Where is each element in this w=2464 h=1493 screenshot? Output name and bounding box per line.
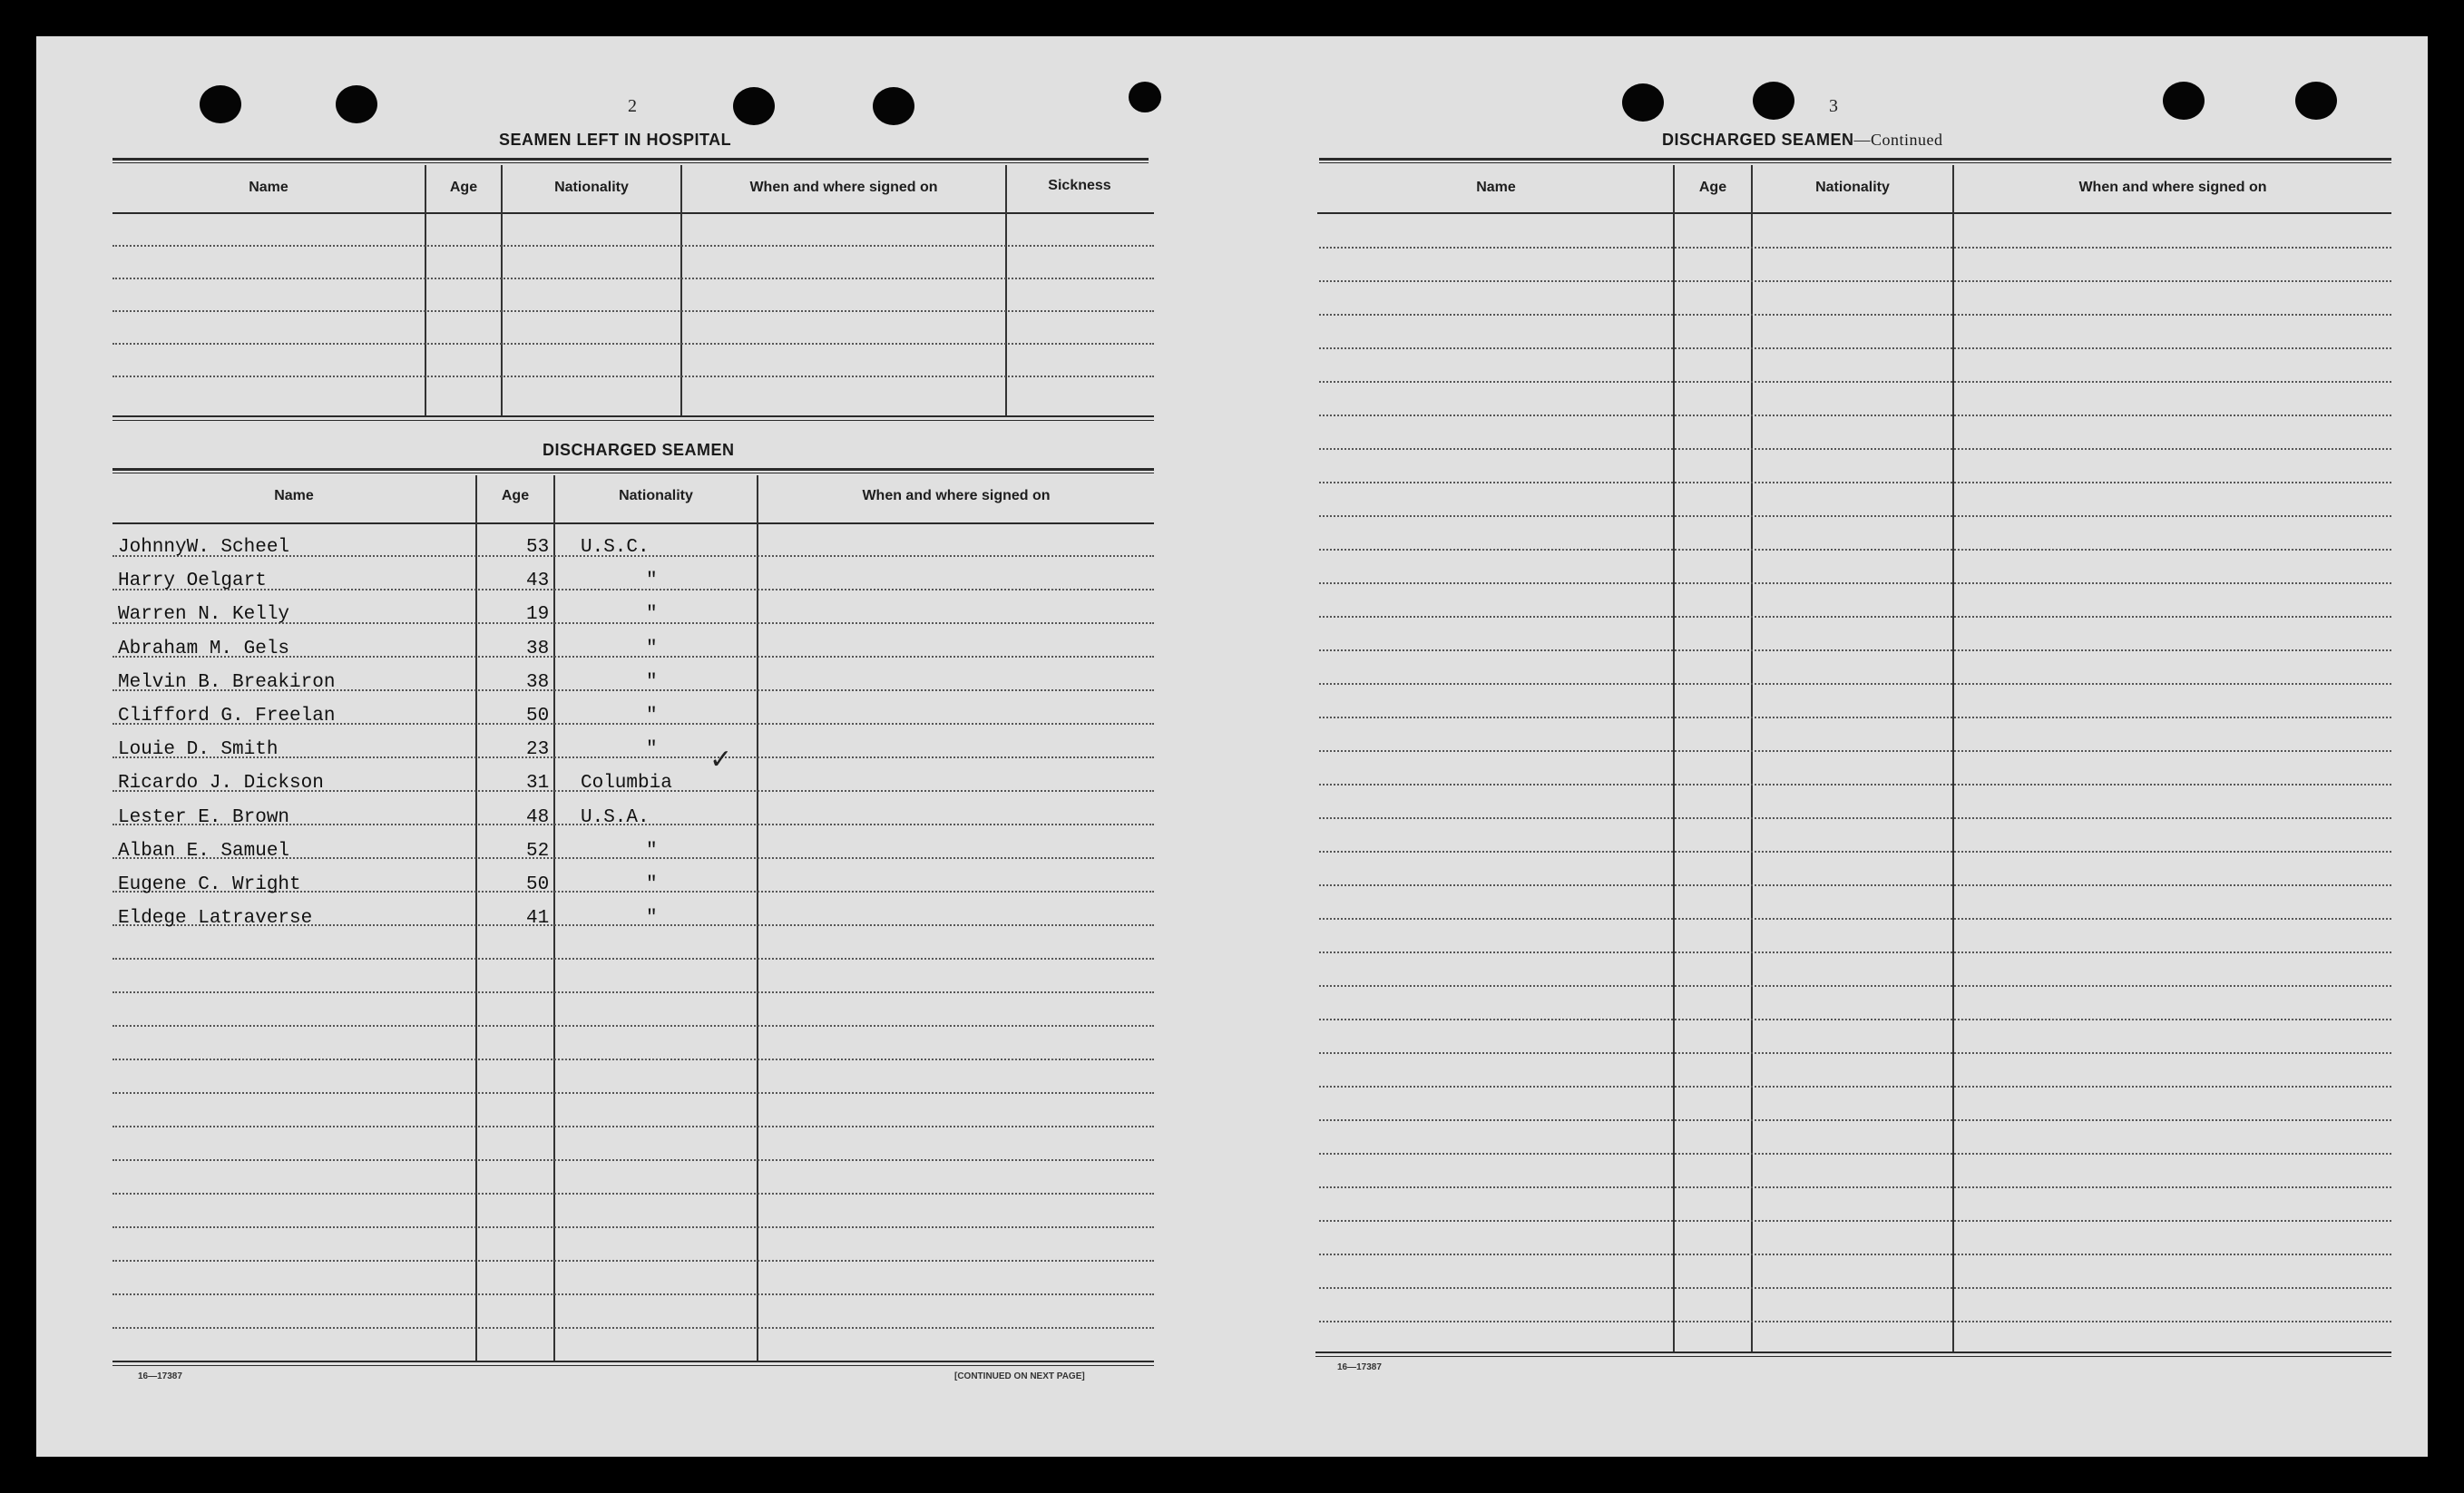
punch-hole xyxy=(2163,82,2205,120)
seaman-age: 38 xyxy=(526,671,550,693)
ruled-line xyxy=(1319,985,2391,987)
ruled-line xyxy=(1319,851,2391,853)
right-col-name: Name xyxy=(1476,180,1516,195)
seaman-name: Eldege Latraverse xyxy=(118,908,313,930)
right-top-rule-thin xyxy=(1319,162,2391,163)
ruled-line xyxy=(1319,683,2391,685)
ruled-line xyxy=(112,1126,1154,1127)
ruled-line xyxy=(1319,549,2391,551)
discharged-section-title: DISCHARGED SEAMEN xyxy=(543,441,735,459)
hospital-bottom-rule-thin xyxy=(112,420,1154,421)
ruled-line xyxy=(112,1092,1154,1094)
ruled-line xyxy=(112,1226,1154,1228)
seaman-age: 23 xyxy=(526,739,550,761)
right-form-number: 16—17387 xyxy=(1337,1362,1382,1372)
punch-hole xyxy=(1753,82,1794,120)
seaman-nationality: " xyxy=(646,638,658,659)
right-bottom-rule-thin xyxy=(1315,1356,2391,1357)
ruled-line xyxy=(1319,1052,2391,1054)
seaman-name: Clifford G. Freelan xyxy=(118,706,336,727)
left-form-number: 16—17387 xyxy=(138,1371,182,1381)
ruled-line xyxy=(1319,1086,2391,1088)
punch-hole xyxy=(200,85,241,123)
seaman-name: Lester E. Brown xyxy=(118,806,290,828)
seaman-nationality: Columbia xyxy=(581,773,672,795)
ruled-line xyxy=(1319,582,2391,584)
seaman-nationality: U.S.A. xyxy=(581,806,650,828)
ruled-line xyxy=(1319,515,2391,517)
seaman-nationality: " xyxy=(646,604,658,626)
hospital-col-divider xyxy=(501,165,503,415)
hospital-col-divider xyxy=(425,165,426,415)
seaman-nationality: " xyxy=(646,840,658,862)
seaman-nationality: " xyxy=(646,874,658,895)
discharged-col-signed-on: When and where signed on xyxy=(862,488,1051,503)
discharged-header-rule xyxy=(112,522,1154,524)
hospital-top-rule-thin xyxy=(112,162,1149,163)
seaman-name: Warren N. Kelly xyxy=(118,604,290,626)
ruled-line xyxy=(1319,280,2391,282)
ruled-line xyxy=(1319,347,2391,349)
ruled-line xyxy=(112,1025,1154,1027)
hospital-header-rule xyxy=(112,212,1154,214)
ruled-line xyxy=(1319,884,2391,886)
ruled-line xyxy=(112,1193,1154,1195)
ruled-line xyxy=(1319,415,2391,416)
seaman-age: 31 xyxy=(526,773,550,795)
ruled-line xyxy=(1319,817,2391,819)
seaman-name: Louie D. Smith xyxy=(118,739,279,761)
seaman-nationality: " xyxy=(646,908,658,930)
right-header-rule xyxy=(1317,212,2391,214)
ruled-line xyxy=(1319,1119,2391,1121)
ruled-line xyxy=(112,343,1154,345)
ruled-line xyxy=(1319,381,2391,383)
seaman-name: Alban E. Samuel xyxy=(118,840,290,862)
hospital-col-divider xyxy=(680,165,682,415)
ruled-line xyxy=(112,310,1154,312)
right-col-age: Age xyxy=(1698,180,1727,195)
seaman-age: 48 xyxy=(526,806,550,828)
hospital-bottom-rule xyxy=(112,415,1154,417)
right-title-suffix: —Continued xyxy=(1853,131,1943,149)
ruled-line xyxy=(112,1293,1154,1295)
seaman-age: 38 xyxy=(526,638,550,659)
right-col-divider xyxy=(1751,165,1753,1352)
document-sheet xyxy=(36,36,2428,1457)
ruled-line xyxy=(1319,649,2391,651)
hospital-col-name: Name xyxy=(249,180,288,195)
seaman-age: 50 xyxy=(526,706,550,727)
punch-hole xyxy=(336,85,377,123)
ruled-line xyxy=(112,1159,1154,1161)
punch-hole xyxy=(1129,82,1161,112)
ruled-line xyxy=(1319,482,2391,483)
ruled-line xyxy=(1319,1153,2391,1155)
right-title-text: DISCHARGED SEAMEN xyxy=(1662,131,1854,149)
hospital-col-signed-on: When and where signed on xyxy=(749,180,938,195)
hospital-section-title: SEAMEN LEFT IN HOSPITAL xyxy=(499,131,732,149)
ruled-line xyxy=(112,376,1154,377)
ruled-line xyxy=(112,589,1154,590)
right-bottom-rule xyxy=(1315,1352,2391,1353)
ruled-line xyxy=(112,1059,1154,1060)
ruled-line xyxy=(112,1327,1154,1329)
hospital-col-nationality: Nationality xyxy=(554,180,629,195)
seaman-nationality: " xyxy=(646,706,658,727)
ruled-line xyxy=(1319,1186,2391,1188)
ruled-line xyxy=(112,958,1154,960)
discharged-col-name: Name xyxy=(274,488,314,503)
ruled-line xyxy=(1319,1287,2391,1289)
ruled-line xyxy=(112,245,1154,247)
punch-hole xyxy=(733,87,775,125)
ruled-line xyxy=(1319,717,2391,718)
ruled-line xyxy=(1319,1254,2391,1255)
left-page-number: 2 xyxy=(628,96,637,116)
right-page-number: 3 xyxy=(1829,96,1838,116)
right-col-nationality: Nationality xyxy=(1815,180,1890,195)
discharged-bottom-rule-thin xyxy=(112,1365,1154,1366)
seaman-age: 19 xyxy=(526,604,550,626)
seaman-name: JohnnyW. Scheel xyxy=(118,537,290,558)
ruled-line xyxy=(1319,616,2391,618)
seaman-nationality: " xyxy=(646,571,658,592)
seaman-age: 43 xyxy=(526,571,550,592)
right-section-title xyxy=(1662,131,1943,150)
seaman-name: Abraham M. Gels xyxy=(118,638,290,659)
punch-hole xyxy=(1622,83,1664,122)
right-col-divider xyxy=(1673,165,1675,1352)
seaman-age: 52 xyxy=(526,840,550,862)
ruled-line xyxy=(1319,1321,2391,1322)
seaman-age: 50 xyxy=(526,874,550,895)
discharged-col-nationality: Nationality xyxy=(619,488,693,503)
hospital-col-sickness: Sickness xyxy=(1048,178,1111,193)
ruled-line xyxy=(1319,314,2391,316)
discharged-col-age: Age xyxy=(501,488,530,503)
ruled-line xyxy=(1319,1019,2391,1020)
discharged-top-rule xyxy=(112,468,1154,471)
ruled-line xyxy=(1319,1220,2391,1222)
checkmark-icon: ✓ xyxy=(709,745,733,775)
ruled-line xyxy=(1319,448,2391,450)
seaman-nationality: U.S.C. xyxy=(581,537,650,558)
hospital-top-rule xyxy=(112,158,1149,161)
ruled-line xyxy=(1319,750,2391,752)
hospital-col-age: Age xyxy=(449,180,478,195)
ruled-line xyxy=(1319,918,2391,920)
ruled-line xyxy=(112,278,1154,279)
seaman-age: 41 xyxy=(526,908,550,930)
seaman-name: Eugene C. Wright xyxy=(118,874,301,895)
seaman-name: Melvin B. Breakiron xyxy=(118,671,336,693)
seaman-name: Harry Oelgart xyxy=(118,571,267,592)
right-col-divider xyxy=(1952,165,1954,1352)
punch-hole xyxy=(2295,82,2337,120)
ruled-line xyxy=(1319,247,2391,249)
right-col-signed-on: When and where signed on xyxy=(2078,180,2267,195)
ruled-line xyxy=(1319,951,2391,953)
seaman-name: Ricardo J. Dickson xyxy=(118,773,324,795)
ruled-line xyxy=(1319,784,2391,786)
hospital-col-divider xyxy=(1005,165,1007,415)
seaman-nationality: " xyxy=(646,671,658,693)
ruled-line xyxy=(112,991,1154,993)
seaman-nationality: " xyxy=(646,739,658,761)
seaman-age: 53 xyxy=(526,537,550,558)
ruled-line xyxy=(112,1260,1154,1262)
discharged-bottom-rule xyxy=(112,1361,1154,1362)
punch-hole xyxy=(873,87,914,125)
continued-note: [CONTINUED ON NEXT PAGE] xyxy=(954,1371,1085,1381)
right-top-rule xyxy=(1319,158,2391,161)
